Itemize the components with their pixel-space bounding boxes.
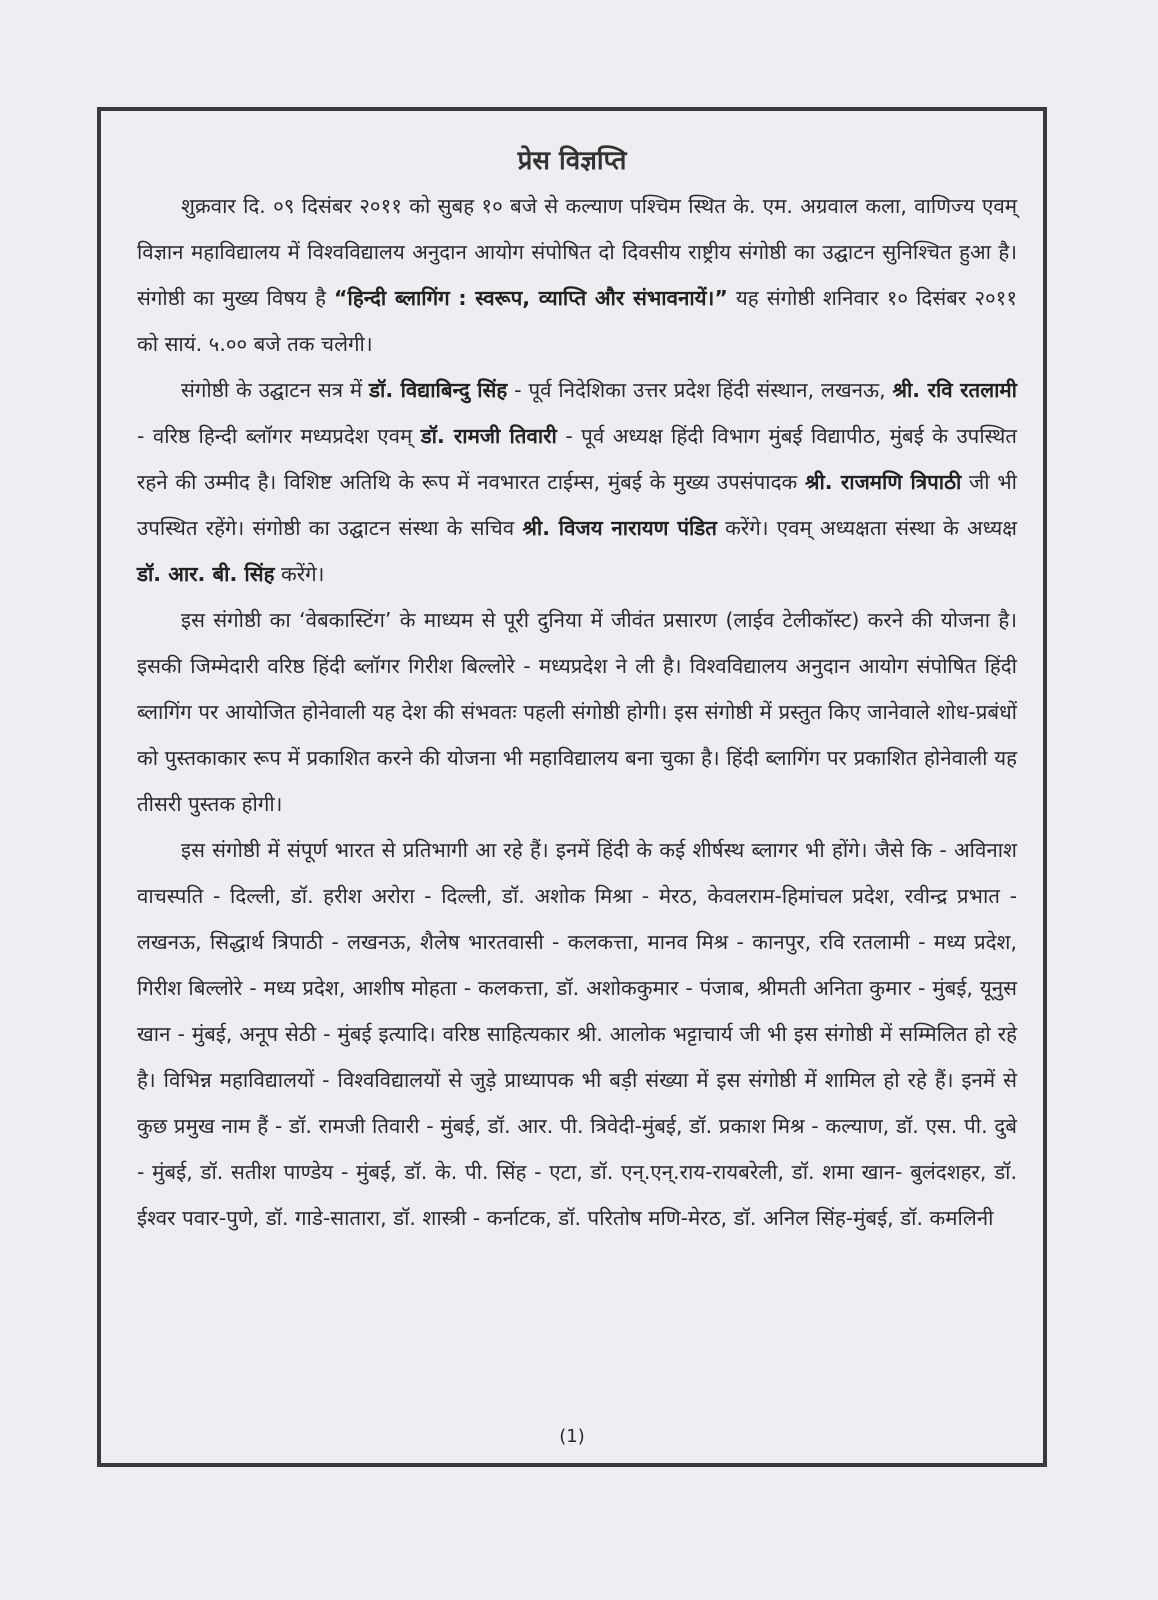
text-run: - पूर्व निदेशिका उत्तर प्रदेश हिंदी संस्थान, लखनऊ, — [507, 378, 893, 402]
text-run: - वरिष्ठ हिन्दी ब्लॉगर मध्यप्रदेश एवम् — [137, 424, 421, 448]
text-run: - पूर्व अध्यक्ष हिंदी विभाग मुंबई विद्यापीठ, मुंबई के उपस्थित रहने की उम्मीद है। विशिष्ट अतिथि के रूप में नवभारत टाईम्स, मुंबई के मुख्य उपसंपादक — [137, 424, 1017, 494]
text-run: यह संगोष्ठी शनिवार १० दिसंबर २०११ को सायं. ५.०० बजे तक चलेगी। — [137, 286, 1017, 356]
paragraph — [137, 597, 1017, 827]
bold-text: श्री. राजमणि त्रिपाठी — [804, 470, 962, 494]
paragraph — [137, 827, 1017, 1241]
text-run: जी भी उपस्थित रहेंगे। संगोष्ठी का उद्घाटन संस्था के सचिव — [137, 470, 1017, 540]
document-title: प्रेस विज्ञप्ति — [517, 146, 627, 176]
bold-text: डॉ. आर. बी. सिंह — [137, 562, 275, 586]
text-run: इस संगोष्ठी में संपूर्ण भारत से प्रतिभागी आ रहे हैं। इनमें हिंदी के कई शीर्षस्थ ब्लागर भी होंगे। जैसे कि - अविनाश वाचस्पति - दिल्ली, डॉ. हरीश अरोरा - दिल्ली, डॉ. अशोक मिश्रा - मेरठ, केवलराम-हिमांचल प्रदेश, रवीन्द्र प्रभात - लखनऊ, सिद्धार्थ त्रिपाठी - लखनऊ, शैलेष भारतवासी - कलकत्ता, मानव मिश्र - कानपुर, रवि रतलामी - मध्य प्रदेश, गिरीश बिल्लोरे - मध्य प्रदेश, आशीष मोहता - कलकत्ता, डॉ. अशोककुमार - पंजाब, श्रीमती अनिता कुमार - मुंबई, यूनुस खान - मुंबई, अनूप सेठी - मुंबई इत्यादि। वरिष्ठ साहित्यकार श्री. आलोक भट्टाचार्य जी भी इस संगोष्ठी में सम्मिलित हो रहे है। विभिन्न महाविद्यालयों - विश्वविद्यालयों से जुड़े प्राध्यापक भी बड़ी संख्या में इस संगोष्ठी में शामिल हो रहे हैं। इनमें से कुछ प्रमुख नाम हैं - डॉ. रामजी तिवारी - मुंबई, डॉ. आर. पी. त्रिवेदी-मुंबई, डॉ. प्रकाश मिश्र - कल्याण, डॉ. एस. पी. दुबे - मुंबई, डॉ. सतीश पाण्डेय - मुंबई, डॉ. के. पी. सिंह - एटा, डॉ. एन्.एन्.राय-रायबरेली, डॉ. शमा खान- बुलंदशहर, डॉ. ईश्वर पवार-पुणे, डॉ. गाडे-सातारा, डॉ. शास्त्री - कर्नाटक, डॉ. परितोष मणि-मेरठ, डॉ. अनिल सिंह-मुंबई, डॉ. कमलिनी — [137, 838, 1017, 1230]
text-run: शुक्रवार दि. ०९ दिसंबर २०११ को सुबह १० बजे से कल्याण पश्चिम स्थित के. एम. अग्रवाल कला, वाणिज्य एवम् विज्ञान महाविद्यालय में विश्वविद्यालय अनुदान आयोग संपोषित दो दिवसीय राष्ट्रीय संगोष्ठी का उद्घाटन सुनिश्चित हुआ है। संगोष्ठी का मुख्य विषय है — [137, 194, 1017, 310]
document-body — [137, 183, 1017, 1241]
text-run: संगोष्ठी के उद्घाटन सत्र में — [181, 378, 370, 402]
bold-text: डॉ. विद्याबिन्दु सिंह — [369, 378, 508, 402]
page-number: (1) — [559, 1426, 585, 1447]
text-run: इस संगोष्ठी का ‘वेबकास्टिंग’ के माध्यम से पूरी दुनिया में जीवंत प्रसारण (लाईव टेलीकॉस्ट) करने की योजना है। इसकी जिम्मेदारी वरिष्ठ हिंदी ब्लॉगर गिरीश बिल्लोरे - मध्यप्रदेश ने ली है। विश्वविद्यालय अनुदान आयोग संपोषित हिंदी ब्लागिंग पर आयोजित होनेवाली यह देश की संभवतः पहली संगोष्ठी होगी। इस संगोष्ठी में प्रस्तुत किए जानेवाले शोध-प्रबंधों को पुस्तकाकार रूप में प्रकाशित करने की योजना भी महाविद्यालय बना चुका है। हिंदी ब्लागिंग पर प्रकाशित होनेवाली यह तीसरी पुस्तक होगी। — [137, 608, 1017, 816]
bold-text: श्री. विजय नारायण पंडित — [522, 516, 717, 540]
bold-text: “हिन्दी ब्लागिंग : स्वरूप, व्याप्ति और संभावनायें।” — [334, 286, 728, 310]
document-border — [97, 107, 1047, 1467]
text-run: करेंगे। — [274, 562, 325, 586]
bold-text: डॉ. रामजी तिवारी — [420, 424, 557, 448]
paragraph — [137, 367, 1017, 597]
text-run: करेंगे। एवम् अध्यक्षता संस्था के अध्यक्ष — [716, 516, 1017, 540]
paragraph — [137, 183, 1017, 367]
bold-text: श्री. रवि रतलामी — [892, 378, 1017, 402]
